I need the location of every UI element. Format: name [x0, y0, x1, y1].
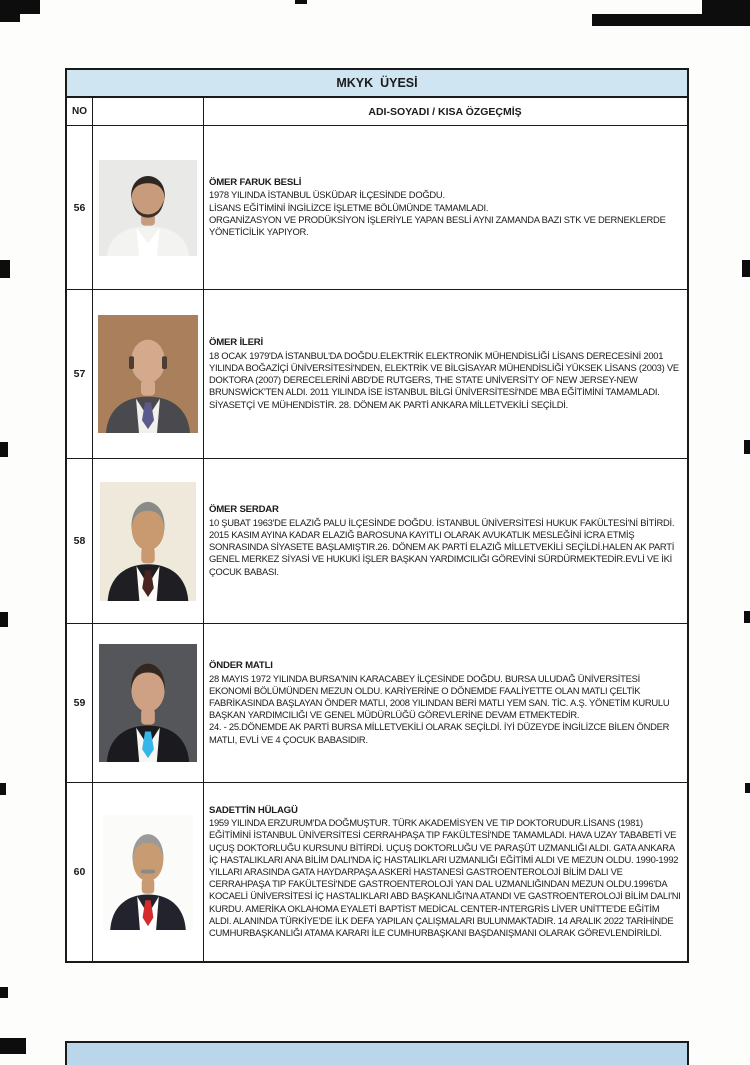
scan-artifact: [295, 0, 307, 4]
scan-artifact: [0, 987, 8, 998]
member-bio: 18 OCAK 1979'DA İSTANBUL'DA DOĞDU.ELEKTRİK ELEKTRONİK MÜHENDİSLİĞİ LİSANS DERECESİNİ 2001 YILINDA BOĞAZİÇİ ÜNİVERSİTESİ'NDEN, ELEKTRİK VE BİLGİSAYAR MÜHENDİSLİĞİ YÜKSEK LİSANS (2003) VE DOKTORA (2007) DERECELERİNİ ABD'DE RUTGERS, THE STATE UNİVERSİTY OF NEW JERSEY-NEW BRUNSWİCK'TEN ALDI. 2011 YILINDA İSE İSTANBUL BİLGİ ÜNİVERSİTESİ'NDE MBA EĞİTİMİNİ TAMAMLADI. SİYASETÇİ VE MÜHENDİSTİR. 28. DÖNEM AK PARTİ ANKARA MİLLETVEKİLİ SEÇİLDİ.: [209, 349, 679, 410]
scan-artifact: [0, 12, 20, 22]
column-header-photo: [93, 98, 204, 125]
member-name: SADETTİN HÜLAGÜ: [209, 804, 298, 816]
member-portrait-photo: [99, 644, 197, 762]
scan-artifact: [742, 260, 750, 277]
scan-artifact: [0, 1038, 26, 1054]
member-bio-cell: [204, 624, 687, 782]
scan-artifact: [0, 442, 8, 457]
column-header-name-bio: ADI-SOYADI / KISA ÖZGEÇMİŞ: [368, 105, 522, 118]
scan-artifact: [0, 260, 10, 278]
scan-artifact: [744, 440, 750, 454]
scan-artifact: [744, 611, 750, 623]
member-photo-cell: [93, 459, 204, 623]
member-row: [67, 783, 687, 961]
scan-artifact: [0, 783, 6, 795]
member-bio-cell: [204, 126, 687, 289]
member-photo-cell: [93, 290, 204, 458]
member-bio: 1978 YILINDA İSTANBUL ÜSKÜDAR İLÇESİNDE DOĞDU. LİSANS EĞİTİMİNİ İNGİLİZCE İŞLETME BÖLÜMÜNDE TAMAMLADI. ORGANİZASYON VE PRODÜKSİYON İŞLERİYLE YAPAN BESLİ AYNI ZAMANDA BAZI STK VE DERNEKLERDE YÖNETİCİLİK YAPIYOR.: [209, 189, 666, 237]
mkyk-members-table: [65, 68, 689, 963]
member-number: 58: [67, 459, 93, 623]
table-column-header-row: [67, 98, 687, 126]
scan-artifact: [745, 783, 750, 793]
member-row: [67, 459, 687, 624]
member-bio: 1959 YILINDA ERZURUM'DA DOĞMUŞTUR. TÜRK AKADEMİSYEN VE TIP DOKTORUDUR.LİSANS (1981) EĞİTİMİNİ İSTANBUL ÜNİVERSİTESİ CERRAHPAŞA TIP FAKÜLTESİ'NDE TAMAMLADI. HAVA UZAY TABABETİ VE UÇUŞ DOKTORLUĞU KURSUNU BİTİRDİ. UÇUŞ DOKTORLUĞU VE PARAŞÜT UZMANLIĞI ALDI. GATA ANKARA İÇ HASTALIKLARI ANA BİLİM DALI'NDA İÇ HASTALIKLARI UZMANLIĞI EĞİTİMİ ALDI VE MEZUN OLDU. 1990-1992 YILLARI ARASINDA GATA HAYDARPAŞA ASKERİ HASTANESİ GASTROENTEROLOJİ BİLİM DALI VE CERRAHPAŞA TIP FAKÜLTESİ'NDE GASTROENTEROLOJİ YAN DAL UZMANLIĞINDAN MEZUN OLDU.1996'DA KOCAELİ ÜNİVERSİTESİ İÇ HASTALIKLARI ABD BAŞKANLIĞI'NA ATANDI VE GASTROENTEROLOJİ BİLİM DALI'NI KURDU. AMERİKA OKLAHOMA EYALETİ BAPTİST MEDİCAL CENTER-INTERGRİS LİVER UNİTTE'DE EĞİTİM ALDI. ALANINDA TÜRKİYE'DE İLK DEFA YAPILAN ÇALIŞMALARI BULUNMAKTADIR. 14 ARALIK 2022 TARİHİNDE CUMHURBAŞKANLIĞI ATAMA KARARI İLE CUMHURBAŞKANI BAŞDANIŞMANI OLARAK GÖREVLENDİRİLDİ.: [209, 817, 681, 939]
scan-artifact: [0, 612, 8, 627]
member-name: ÖNDER MATLI: [209, 660, 273, 672]
member-number: 56: [67, 126, 93, 289]
member-rows: [67, 126, 687, 961]
member-bio: 10 ŞUBAT 1963'DE ELAZIĞ PALU İLÇESİNDE DOĞDU. İSTANBUL ÜNİVERSİTESİ HUKUK FAKÜLTESİ'Nİ BİTİRDİ. 2015 KASIM AYINA KADAR ELAZIĞ BAROSUNA KAYITLI OLARAK AVUKATLIK MESLEĞİNİ İCRA ETMİŞ SONRASINDA SİYASETE BAŞLAMIŞTIR.26. DÖNEM AK PARTİ ELAZIĞ MİLLETVEKİLİ SEÇİLDİ.HALEN AK PARTİ GENEL MERKEZ SİYASİ VE HUKUKİ İŞLER BAŞKAN YARDIMCILIĞI GÖREVİNİ SÜRDÜRMEKTEDİR.EVLİ VE İKİ ÇOCUK BABASI.: [209, 516, 675, 577]
member-number: 60: [67, 783, 93, 961]
member-bio: 28 MAYIS 1972 YILINDA BURSA'NIN KARACABEY İLÇESİNDE DOĞDU. BURSA ULUDAĞ ÜNİVERSİTESİ EKONOMİ BÖLÜMÜNDEN MEZUN OLDU. KARİYERİNE O DÖNEMDE FAALİYETTE OLAN MATLI ÇELTİK FABRİKASINDA BAŞLAYAN ÖNDER MATLI, 2008 YILINDAN BERİ MATLI YEM SAN. TİC. A.Ş. YÖNETİM KURULU BAŞKAN YARDIMCILIĞI VE GENEL MÜDÜRLÜĞÜ GÖREVLERİNE DEVAM ETMEKTEDİR. 24. - 25.DÖNEMDE AK PARTİ BURSA MİLLETVEKİLİ OLARAK SEÇİLDİ. İYİ DÜZEYDE İNGİLİZCE BİLEN ÖNDER MATLI, EVLİ VE 4 ÇOCUK BABASIDIR.: [209, 672, 670, 745]
member-number: 59: [67, 624, 93, 782]
member-name: ÖMER SERDAR: [209, 504, 279, 516]
member-row: [67, 126, 687, 290]
member-bio-cell: [204, 290, 687, 458]
member-photo-cell: [93, 783, 204, 961]
member-portrait-photo: [100, 482, 196, 601]
table-title: MKYK ÜYESİ: [67, 70, 687, 98]
scan-artifact: [702, 0, 750, 16]
member-portrait-photo: [103, 815, 193, 930]
member-photo-cell: [93, 624, 204, 782]
member-name: ÖMER İLERİ: [209, 337, 263, 349]
member-number: 57: [67, 290, 93, 458]
member-bio-cell: [204, 783, 687, 961]
member-row: [67, 624, 687, 783]
member-portrait-photo: [98, 315, 198, 433]
member-photo-cell: [93, 126, 204, 289]
member-bio-cell: [204, 459, 687, 623]
column-header-no: NO: [67, 98, 93, 125]
member-portrait-photo: [99, 160, 197, 256]
next-page-table-header-partial: [65, 1041, 689, 1065]
member-row: [67, 290, 687, 459]
member-name: ÖMER FARUK BESLİ: [209, 176, 302, 188]
